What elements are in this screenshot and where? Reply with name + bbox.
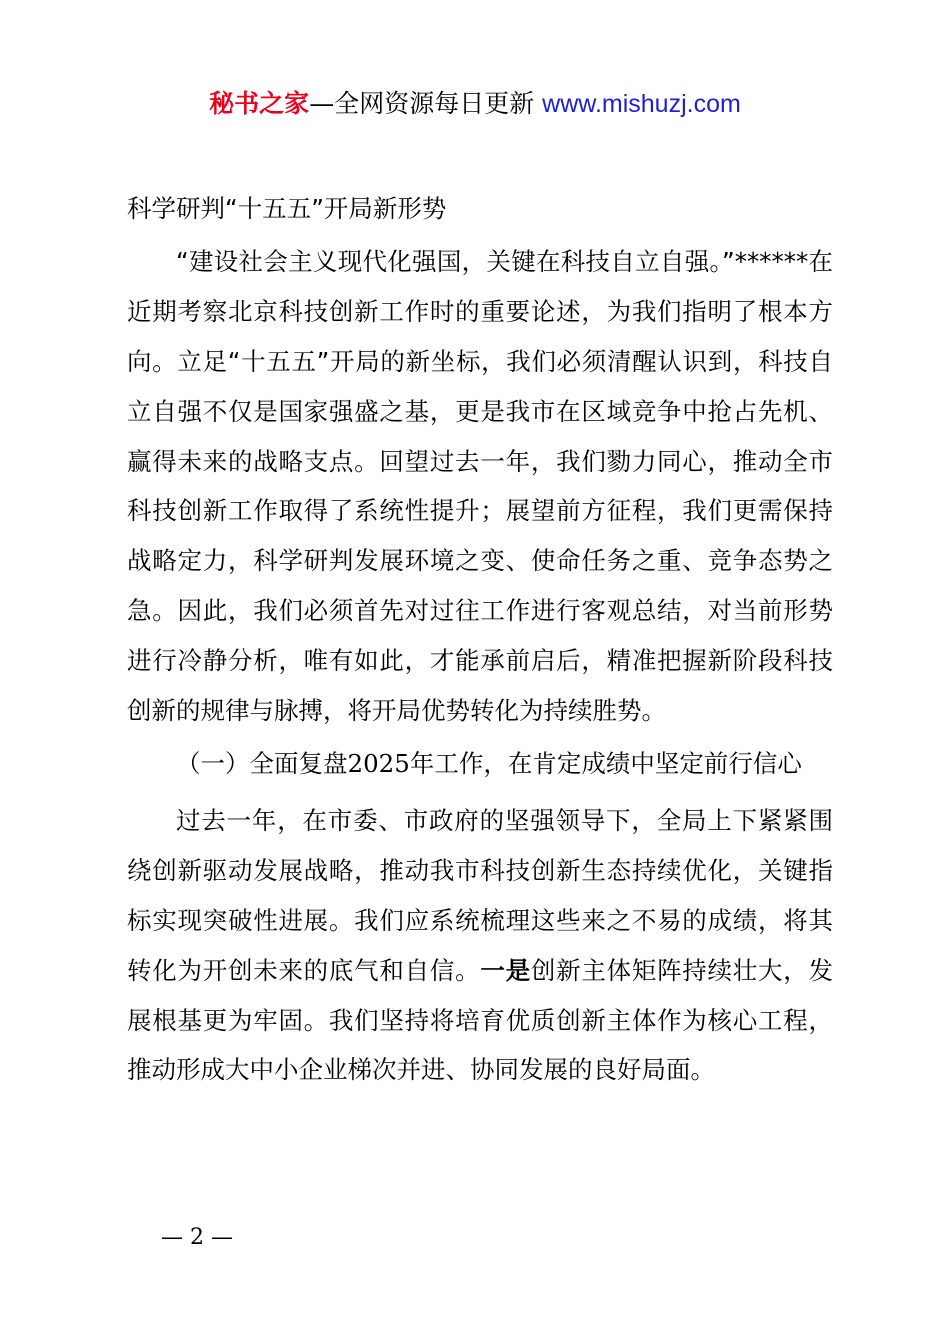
body-paragraph-2-lead: 一是 xyxy=(480,955,531,985)
section-heading-year: 2025 xyxy=(347,748,410,778)
section-heading xyxy=(127,739,833,789)
body-paragraph-2 xyxy=(127,796,833,1095)
site-url-link[interactable]: www.mishuzj.com xyxy=(542,90,741,118)
page-number: — 2 — xyxy=(161,1225,233,1250)
body-paragraph-2-text: 过去一年，在市委、市政府的坚强领导下，全局上下紧紧围绕创新驱动发展战略，推动我市科技创新生态持续优化，关键指标实现突破性进展。我们应系统梳理这些来之不易的成绩，将其转化为开创未来的底气和自信。 xyxy=(127,805,833,985)
body-paragraph-2-rest: 创新主体矩阵持续壮大，发展根基更为牢固。我们坚持将培育优质创新主体作为核心工程，推动形成大中小企业梯次并进、协同发展的良好局面。 xyxy=(127,955,834,1085)
document-body xyxy=(127,184,833,1095)
banner-slogan: —全网资源每日更新 xyxy=(309,89,535,118)
brand-name: 秘书之家 xyxy=(209,89,310,118)
site-banner xyxy=(0,86,950,122)
section-heading-suffix: 年工作，在肯定成绩中坚定前行信心 xyxy=(409,748,802,778)
section-heading-prefix: （一）全面复盘 xyxy=(176,748,348,778)
body-paragraph-1: “建设社会主义现代化强国，关键在科技自立自强。”******在近期考察北京科技创新工作时的重要论述，为我们指明了根本方向。立足“十五五”开局的新坐标，我们必须清醒认识到，科技自立自强不仅是国家强盛之基，更是我市在区域竞争中抢占先机、赢得未来的战略支点。回望过去一年，我们勠力同心，推动全市科技创新工作取得了系统性提升；展望前方征程，我们更需保持战略定力，科学研判发展环境之变、使命任务之重、竞争态势之急。因此，我们必须首先对过往工作进行客观总结，对当前形势进行冷静分析，唯有如此，才能承前启后，精准把握新阶段科技创新的规律与脉搏，将开局优势转化为持续胜势。 xyxy=(127,246,833,726)
section-title: 科学研判“十五五”开局新形势 xyxy=(127,194,447,223)
